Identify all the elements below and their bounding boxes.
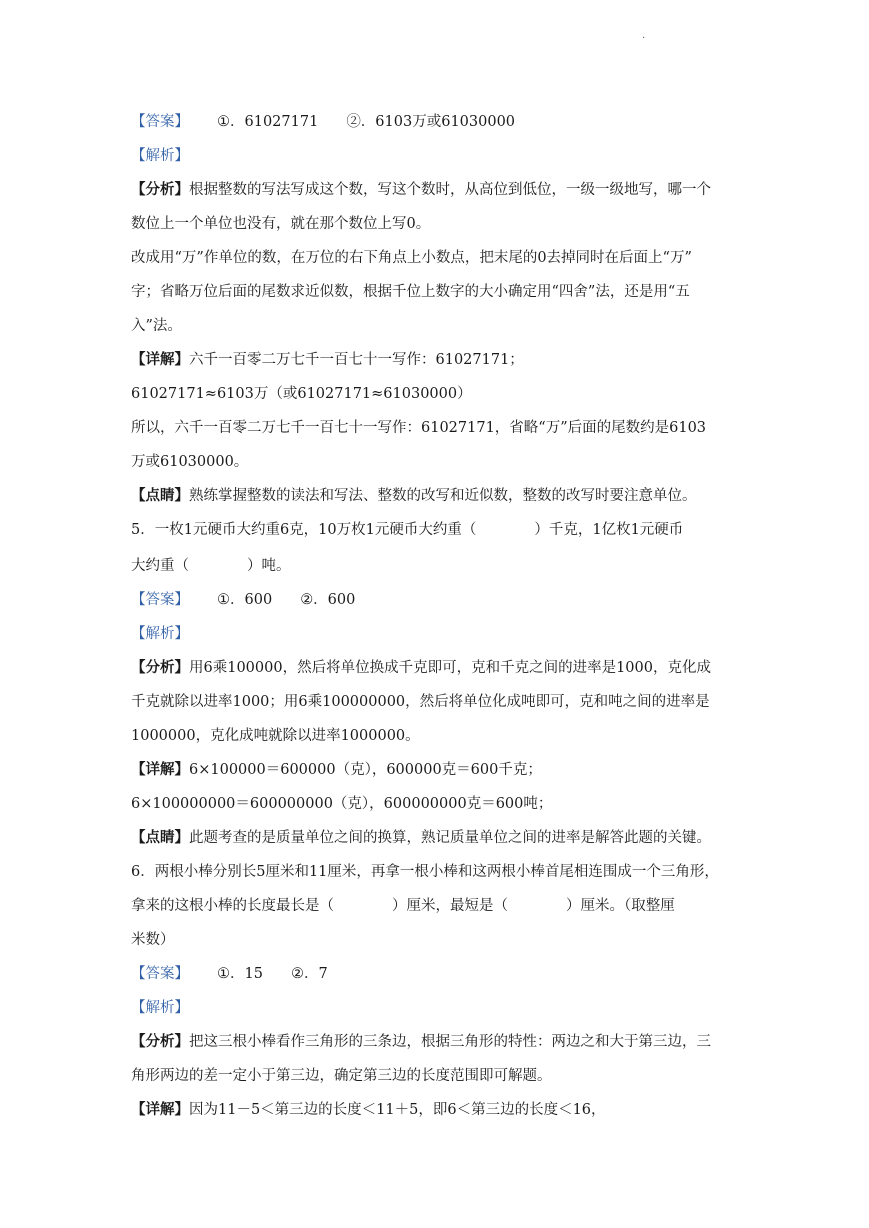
q4-xiangjie-text-1: 六千一百零二万七千一百七十一写作：61027171；	[189, 352, 524, 368]
q6-answer-line	[131, 964, 328, 984]
fenxi-tag: 【分析】	[131, 1033, 189, 1050]
q6-xiangjie-text-1: 因为11－5＜第三边的长度＜11＋5，即6＜第三边的长度＜16，	[189, 1102, 606, 1118]
q5-xiangjie-line-2: 6×100000000＝600000000（克），600000000克＝600吨；	[131, 796, 553, 812]
q4-fenxi-line-1	[131, 180, 711, 200]
q6-fenxi-text-1: 把这三根小棒看作三角形的三条边，根据三角形的特性：两边之和大于第三边，三	[189, 1034, 711, 1050]
q4-fenxi-text-1: 根据整数的写法写成这个数，写这个数时，从高位到低位，一级一级地写，哪一个	[189, 182, 711, 198]
q4-xiangjie-line-1	[131, 350, 524, 370]
fenxi-tag: 【分析】	[131, 181, 189, 198]
q5-analysis-tag: 【解析】	[131, 626, 189, 642]
xiangjie-tag: 【详解】	[131, 761, 189, 778]
q6-question-line-1: 6．两根小棒分别长5厘米和11厘米，再拿一根小棒和这两根小棒首尾相连围成一个三角形，	[131, 864, 719, 880]
q4-fenxi-line-5: 入”法。	[131, 318, 182, 334]
q4-answer-1: ①．61027171	[217, 114, 319, 130]
q5-fenxi-line-3: 1000000，克化成吨就除以进率1000000。	[131, 728, 420, 744]
q5-fenxi-line-2: 千克就除以进率1000；用6乘100000000，然后将单位化成吨即可，克和吨之间的进率是	[131, 694, 710, 710]
q4-xiangjie-line-3: 所以，六千一百零二万七千一百七十一写作：61027171，省略“万”后面的尾数约是6103	[131, 420, 707, 436]
fenxi-tag: 【分析】	[131, 659, 189, 676]
q4-xiangjie-line-2: 61027171≈6103万（或61027171≈61030000）	[131, 386, 472, 402]
answer-tag: 【答案】	[131, 114, 189, 130]
q4-dianjing-line	[131, 486, 697, 506]
q4-answer-line	[131, 112, 515, 132]
xiangjie-tag: 【详解】	[131, 1101, 189, 1118]
q5-question-line-2: 大约重（ ）吨。	[131, 558, 291, 574]
q5-xiangjie-text-1: 6×100000＝600000（克），600000克＝600千克；	[189, 762, 542, 778]
q6-question-line-3: 米数）	[131, 932, 175, 948]
q4-answer-2: ②．6103万或61030000	[346, 114, 516, 130]
q4-xiangjie-line-4: 万或61030000。	[131, 454, 249, 470]
q5-fenxi-line-1	[131, 658, 711, 678]
q4-fenxi-line-3: 改成用“万”作单位的数，在万位的右下角点上小数点，把末尾的0去掉同时在后面上“万”	[131, 250, 692, 266]
xiangjie-tag: 【详解】	[131, 351, 189, 368]
dianjing-tag: 【点睛】	[131, 487, 189, 504]
q5-fenxi-text-1: 用6乘100000，然后将单位换成千克即可，克和千克之间的进率是1000，克化成	[189, 660, 711, 676]
q4-analysis-tag: 【解析】	[131, 148, 189, 164]
q6-xiangjie-line-1	[131, 1100, 606, 1120]
q5-question-line-1: 5．一枚1元硬币大约重6克，10万枚1元硬币大约重（ ）千克，1亿枚1元硬币	[131, 522, 684, 538]
header-dot: .	[642, 30, 646, 41]
q5-answer-2: ②．600	[300, 592, 356, 608]
q4-fenxi-line-4: 字；省略万位后面的尾数求近似数，根据千位上数字的大小确定用“四舍”法，还是用“五	[131, 284, 690, 300]
q6-answer-2: ②．7	[290, 966, 328, 982]
q4-fenxi-line-2: 数位上一个单位也没有，就在那个数位上写0。	[131, 216, 431, 232]
q5-answer-line	[131, 590, 355, 610]
q6-fenxi-line-2: 角形两边的差一定小于第三边，确定第三边的长度范围即可解题。	[131, 1068, 552, 1084]
answer-tag: 【答案】	[131, 592, 189, 608]
q5-answer-1: ①．600	[217, 592, 273, 608]
q5-xiangjie-line-1	[131, 760, 542, 780]
q6-analysis-tag: 【解析】	[131, 1000, 189, 1016]
dianjing-tag: 【点睛】	[131, 829, 189, 846]
q6-answer-1: ①．15	[217, 966, 263, 982]
q5-dianjing-text: 此题考查的是质量单位之间的换算，熟记质量单位之间的进率是解答此题的关键。	[189, 830, 711, 846]
q6-fenxi-line-1	[131, 1032, 711, 1052]
q5-dianjing-line	[131, 828, 711, 848]
q4-dianjing-text: 熟练掌握整数的读法和写法、整数的改写和近似数，整数的改写时要注意单位。	[189, 488, 697, 504]
answer-tag: 【答案】	[131, 966, 189, 982]
q6-question-line-2: 拿来的这根小棒的长度最长是（ ）厘米，最短是（ ）厘米。（取整厘	[131, 898, 675, 914]
